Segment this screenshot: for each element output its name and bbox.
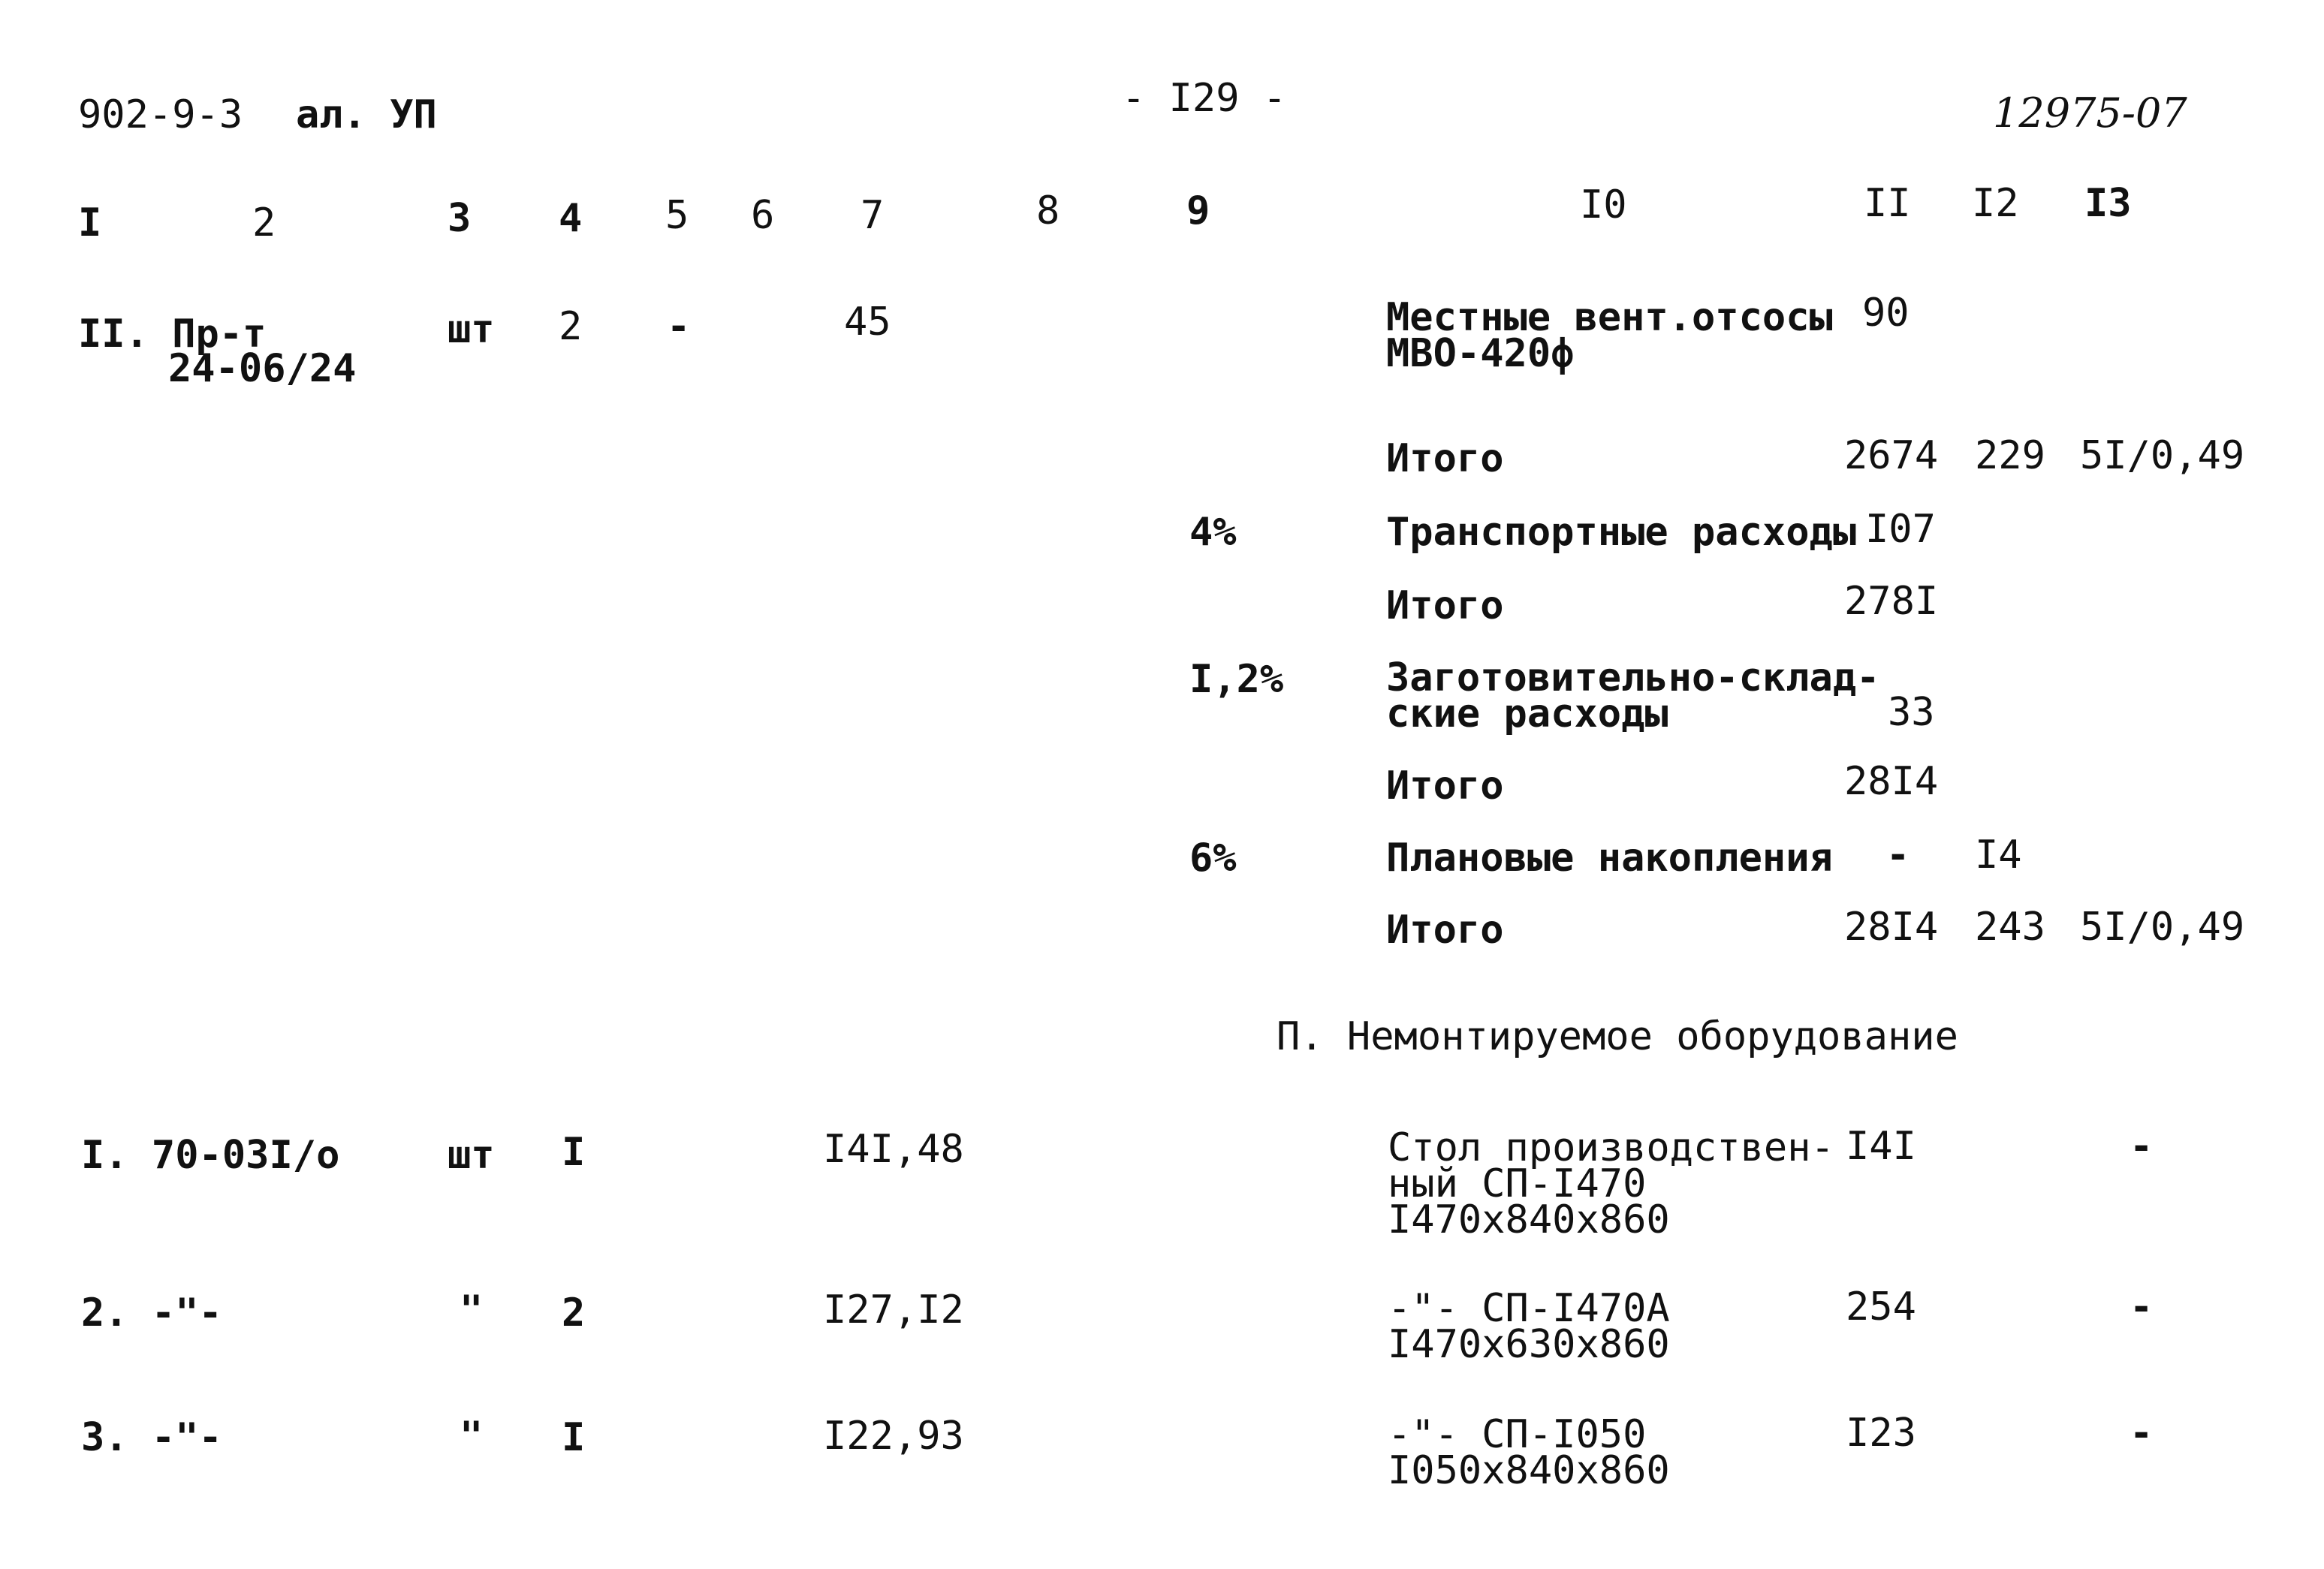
column-number: 7	[861, 193, 885, 238]
item-unit: шт	[448, 1133, 495, 1178]
doc-code: 902-9-3	[78, 92, 243, 137]
summary-col13: 5I/0,49	[2080, 433, 2245, 478]
summary-col12: I4	[1975, 833, 2022, 878]
column-number: I2	[1972, 181, 2019, 226]
summary-total: 28I4	[1844, 759, 1939, 804]
column-number: I	[78, 200, 102, 245]
column-number: 4	[559, 196, 583, 241]
item-name: -"- СП-I470А	[1388, 1286, 1670, 1331]
item-number: I. 70-03I/о	[81, 1133, 340, 1178]
item-number: 2. -"-	[81, 1290, 222, 1336]
section-title: П. Немонтируемое оборудование	[1277, 1014, 1958, 1059]
column-number: I3	[2084, 181, 2132, 226]
item-qty: 2	[559, 304, 583, 349]
item-qty: I	[562, 1130, 586, 1175]
item-name-line2: I050х840х860	[1388, 1448, 1670, 1493]
summary-label: Плановые накопления	[1386, 836, 1833, 881]
column-number: 3	[448, 196, 472, 241]
item-name-line2: МВО-420ф	[1386, 331, 1575, 376]
item-col13: -	[2130, 1411, 2154, 1456]
column-number: 5	[665, 193, 689, 238]
column-number: I0	[1580, 182, 1627, 227]
summary-col12: 243	[1975, 905, 2045, 950]
item-number: II. Пр-т	[78, 312, 267, 357]
summary-label: Итого	[1386, 908, 1504, 953]
column-number: II	[1864, 181, 1911, 226]
item-unit: "	[460, 1414, 484, 1459]
summary-percent: I,2%	[1189, 657, 1284, 702]
summary-col13: 5I/0,49	[2080, 905, 2245, 950]
summary-total: I07	[1865, 507, 1936, 552]
column-number: 8	[1036, 188, 1060, 233]
summary-total: 2674	[1844, 433, 1939, 478]
item-unit: "	[460, 1287, 484, 1333]
summary-label: Итого	[1386, 763, 1504, 809]
item-code: 24-06/24	[168, 346, 357, 391]
column-number: 9	[1186, 188, 1210, 233]
summary-col12: 229	[1975, 433, 2045, 478]
item-col13: -	[2130, 1124, 2154, 1169]
summary-label-line2: ские расходы	[1386, 691, 1668, 736]
item-col5: -	[667, 304, 691, 349]
item-name-line2: I470х630х860	[1388, 1322, 1670, 1367]
summary-total: 278I	[1844, 579, 1939, 624]
item-total: I4I	[1846, 1124, 1916, 1169]
item-price: I27,I2	[823, 1287, 964, 1333]
summary-total: 28I4	[1844, 905, 1939, 950]
summary-total: -	[1886, 833, 1910, 878]
item-total: I23	[1846, 1411, 1916, 1456]
item-name: Местные вент.отсосы	[1386, 295, 1833, 340]
item-unit: шт	[448, 307, 495, 352]
album-label: ал. УП	[296, 92, 437, 137]
item-name: -"- СП-I050	[1388, 1412, 1647, 1457]
summary-label: Заготовительно-склад-	[1386, 655, 1880, 700]
stamp-number: 12975-07	[1993, 89, 2187, 137]
item-total: 90	[1862, 291, 1910, 336]
item-qty: 2	[562, 1290, 586, 1336]
column-number: 2	[252, 200, 276, 245]
summary-label: Итого	[1386, 583, 1504, 628]
item-price: I22,93	[823, 1414, 964, 1459]
item-number: 3. -"-	[81, 1415, 222, 1460]
item-price: 45	[844, 300, 891, 345]
item-qty: I	[562, 1415, 586, 1460]
item-name-line2: ный СП-I470	[1388, 1161, 1647, 1206]
summary-total: 33	[1888, 690, 1935, 735]
summary-label: Итого	[1386, 436, 1504, 481]
column-number: 6	[751, 193, 775, 238]
summary-percent: 4%	[1189, 510, 1237, 555]
item-name: Стол производствен-	[1388, 1125, 1834, 1170]
item-col13: -	[2130, 1284, 2154, 1330]
summary-percent: 6%	[1189, 836, 1237, 881]
item-name-line3: I470х840х860	[1388, 1197, 1670, 1242]
item-price: I4I,48	[823, 1127, 964, 1172]
item-total: 254	[1846, 1284, 1916, 1330]
page-number: - I29 -	[1122, 76, 1287, 121]
summary-label: Транспортные расходы	[1386, 510, 1857, 555]
